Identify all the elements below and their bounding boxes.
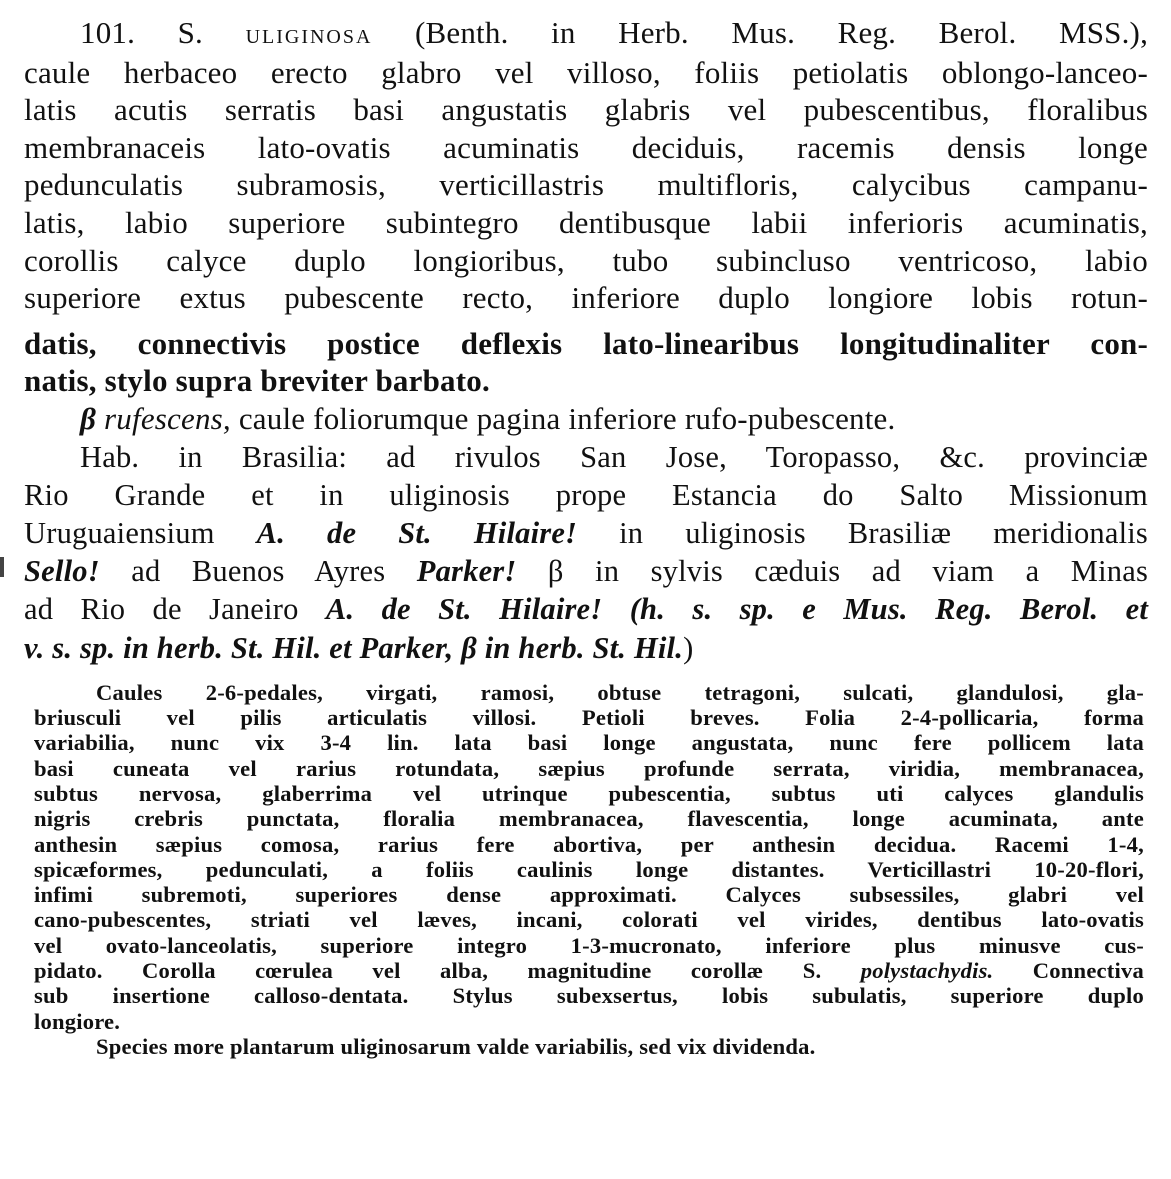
variety-name: rufescens, [104,400,231,436]
spacer [24,317,1148,325]
description-line: latis, labio superiore subintegro dentibusque labii inferioris acuminatis, [24,204,1148,240]
description-line: natis, stylo supra breviter barbato. [24,363,490,399]
habitat-line [24,590,1148,628]
notes-text: pidato. Corolla cœrulea vel alba, magnitudine corollæ S. [34,958,822,984]
notes-line: Caules 2-6-pedales, virgati, ramosi, obtuse tetragoni, sulcati, glandulosi, gla- [96,679,1144,705]
entry-genus: S. [177,15,204,50]
herbarium-reference: v. s. sp. in herb. St. Hil. et Parker, β in herb. St. Hil. [24,630,684,665]
notes-paragraph [24,680,1148,1059]
collector-name: A. de St. Hilaire! [256,515,578,550]
species-description-continued [24,325,1148,438]
notes-line: infimi subremoti, superiores dense approximati. Calyces subsessiles, glabri vel [34,882,1144,908]
collector-name: Parker! [416,554,517,589]
notes-line: basi cuneata vel rarius rotundata, sæpius profunde serrata, viridia, membranacea, [34,755,1144,781]
description-line: datis, connectivis postice deflexis lato-linearibus longitudinaliter con- [24,325,1148,361]
species-description [24,14,1148,317]
closing-paren: ) [683,630,694,665]
notes-line [24,958,1148,983]
entry-authority: (Benth. in Herb. Mus. Reg. Berol. MSS.), [415,15,1149,50]
notes-line: briusculi vel pilis articulatis villosi. Petioli breves. Folia 2-4-pollicaria, forma [34,705,1144,731]
collector-name: A. de St. Hilaire! (h. s. sp. e Mus. Reg. Berol. et [325,592,1149,627]
habitat-text: ad Rio de Janeiro [24,592,299,627]
habitat-text: in uliginosis Brasiliæ meridionalis [619,515,1149,550]
closing-remark: Species more plantarum uliginosarum valde variabilis, sed vix dividenda. [96,1033,816,1059]
habitat-line [24,514,1148,552]
description-line: corollis calyce duplo longioribus, tubo subincluso ventricoso, labio [24,242,1148,278]
notes-line: spicæformes, pedunculati, a foliis caulinis longe distantes. Verticillastri 10-20-flori, [34,856,1144,882]
notes-line: sub insertione calloso-dentata. Stylus subexsertus, lobis subulatis, superiore duplo [34,983,1144,1009]
variety-symbol: β [80,400,97,436]
notes-text: Connectiva [1032,958,1144,984]
notes-line: cano-pubescentes, striati vel læves, incani, colorati vel virides, dentibus lato-ovatis [34,907,1144,933]
variety-text: caule foliorumque pagina inferiore rufo-pubescente. [238,400,896,436]
description-line: latis acutis serratis basi angustatis glabris vel pubescentibus, floralibus [24,92,1148,128]
notes-line: longiore. [34,1008,121,1034]
description-line: pedunculatis subramosis, verticillastris multifloris, calycibus campanu- [24,167,1148,203]
notes-line: variabilia, nunc vix 3-4 lin. lata basi longe angustata, nunc fere pollicem lata [34,730,1144,756]
description-line: membranaceis lato-ovatis acuminatis deciduis, racemis densis longe [24,129,1148,165]
notes-line: subtus nervosa, glaberrima vel utrinque pubescentia, subtus uti calyces glandulis [34,780,1144,806]
habitat-text: β in sylvis cæduis ad viam a Minas [547,554,1149,589]
variety-line [24,400,1148,438]
notes-line: nigris crebris punctata, floralia membranacea, flavescentia, longe acuminata, ante [34,806,1144,832]
habitat-text: Uruguaiensium [24,515,215,550]
description-line: caule herbaceo erecto glabro vel villoso, foliis petiolatis oblongo-lanceo- [24,54,1148,90]
habitat-text: ad Buenos Ayres [131,554,386,589]
habitat-line: Rio Grande et in uliginosis prope Estancia do Salto Missionum [24,477,1148,512]
entry-number: 101. [80,15,136,50]
document-page [24,14,1148,1059]
notes-line: vel ovato-lanceolatis, superiore integro 1-3-mucronato, inferiore plus minusve cus- [34,932,1144,958]
entry-heading [24,14,1148,54]
notes-line: anthesin sæpius comosa, rarius fere abortiva, per anthesin decidua. Racemi 1-4, [34,831,1144,857]
habitat-line [24,552,1148,590]
habitat-paragraph [24,438,1148,667]
collector-name: Sello! [24,554,100,589]
entry-species: uliginosa [245,18,373,50]
description-line: superiore extus pubescente recto, inferiore duplo longiore lobis rotun- [24,280,1148,316]
species-reference: polystachydis. [860,958,994,984]
habitat-line: Hab. in Brasilia: ad rivulos San Jose, Toropasso, &c. provinciæ [80,439,1148,474]
margin-mark [0,557,4,577]
habitat-line [24,629,1148,667]
